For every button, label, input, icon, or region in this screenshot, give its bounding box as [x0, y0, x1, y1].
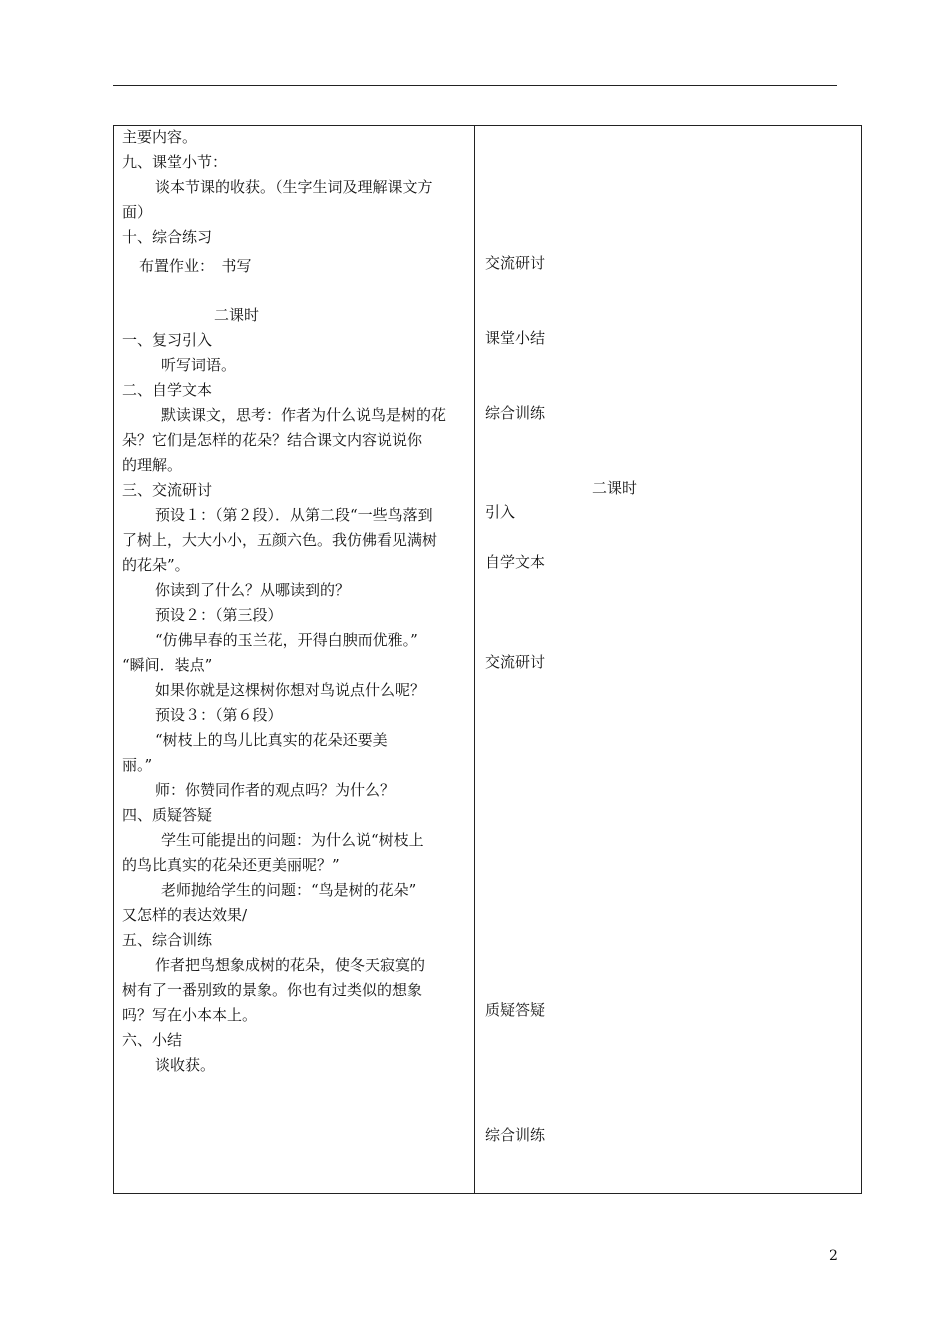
section-heading: 六、小结	[122, 1031, 183, 1049]
stage-label: 课堂小结	[485, 329, 546, 347]
text-line: 又怎样的表达效果/	[122, 906, 248, 924]
text-line: 预设３：（第６段）	[155, 706, 283, 724]
column-divider	[474, 125, 475, 1194]
text-line: “树枝上的鸟儿比真实的花朵还要美	[155, 731, 388, 749]
text-line: 谈本节课的收获。（生字生词及理解课文方	[155, 178, 433, 196]
section-heading: 九、课堂小节：	[122, 153, 228, 171]
lesson-period-title: 二课时	[214, 306, 260, 324]
page-number: 2	[829, 1248, 838, 1264]
text-line: 作者把鸟想象成树的花朵，使冬天寂寞的	[155, 956, 426, 974]
text-line: 默读课文，思考：作者为什么说鸟是树的花	[161, 406, 447, 424]
text-line: 预设１：（第２段）．从第二段“一些鸟落到	[155, 506, 433, 524]
text-line: 布置作业： 书写	[139, 257, 252, 275]
text-line: 师：你赞同作者的观点吗？为什么？	[155, 781, 396, 799]
stage-label: 自学文本	[485, 553, 546, 571]
text-line: 如果你就是这棵树你想对鸟说点什么呢？	[155, 681, 426, 699]
text-line: 预设２：（第三段）	[155, 606, 283, 624]
text-line: 的鸟比真实的花朵还更美丽呢？”	[122, 856, 340, 874]
section-heading: 一、复习引入	[122, 331, 213, 349]
stage-label: 综合训练	[485, 1126, 546, 1144]
section-heading: 三、交流研讨	[122, 481, 213, 499]
text-line: 面）	[122, 203, 153, 221]
text-line: 树有了一番别致的景象。你也有过类似的想象	[122, 981, 423, 999]
section-heading: 四、质疑答疑	[122, 806, 213, 824]
header-rule	[113, 85, 837, 86]
text-line: 老师抛给学生的问题：“鸟是树的花朵”	[161, 881, 417, 899]
text-line: 的理解。	[122, 456, 183, 474]
text-line: 学生可能提出的问题：为什么说“树枝上	[161, 831, 424, 849]
stage-label: 引入	[485, 503, 516, 521]
text-line: “仿佛早春的玉兰花，开得白腴而优雅。”	[155, 631, 418, 649]
section-heading: 五、综合训练	[122, 931, 213, 949]
text-line: 的花朵”。	[122, 556, 190, 574]
stage-label: 综合训练	[485, 404, 546, 422]
text-line: 朵？它们是怎样的花朵？结合课文内容说说你	[122, 431, 423, 449]
text-line: 你读到了什么？从哪读到的？	[155, 581, 351, 599]
stage-label: 质疑答疑	[485, 1001, 546, 1019]
section-heading: 二、自学文本	[122, 381, 213, 399]
text-line: “瞬间．装点”	[122, 656, 213, 674]
stage-label: 交流研讨	[485, 653, 546, 671]
text-line: 主要内容。	[122, 128, 198, 146]
text-line: 听写词语。	[161, 356, 237, 374]
text-line: 丽。”	[122, 756, 153, 774]
lesson-period-title: 二课时	[592, 479, 638, 497]
text-line: 谈收获。	[155, 1056, 216, 1074]
text-line: 吗？写在小本本上。	[122, 1006, 258, 1024]
text-line: 了树上，大大小小，五颜六色。我仿佛看见满树	[122, 531, 438, 549]
section-heading: 十、综合练习	[122, 228, 213, 246]
stage-label: 交流研讨	[485, 254, 546, 272]
